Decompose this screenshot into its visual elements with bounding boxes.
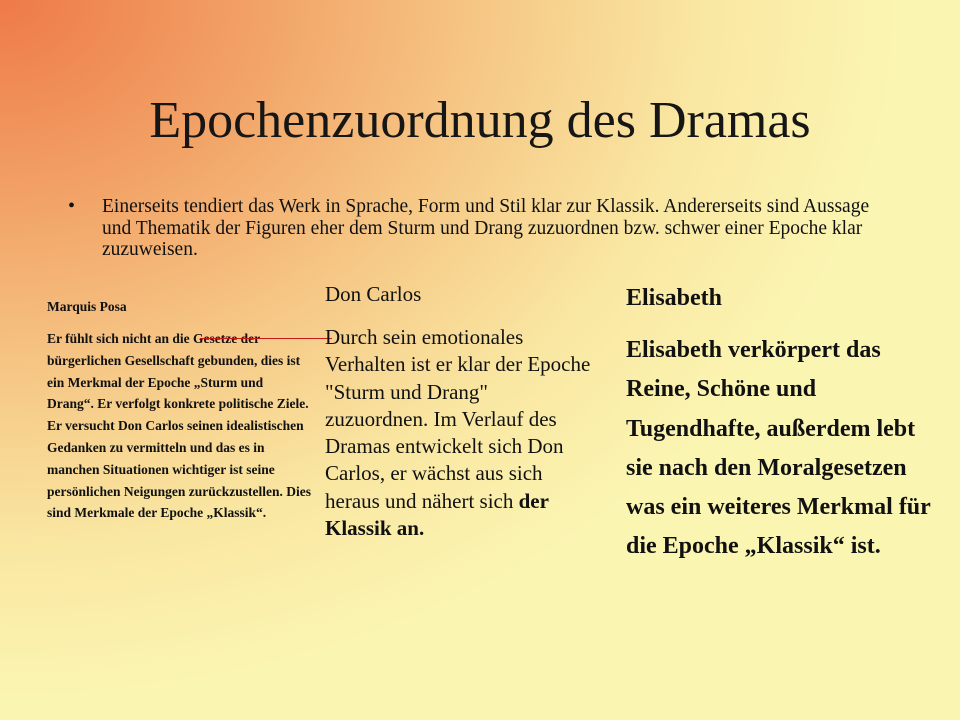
marquis-posa-text: Er fühlt sich nicht an die Gesetze der bürgerlichen Gesellschaft gebunden, dies ist ein Merkmal der Epoche „Sturm und Drang“. Er verfolgt konkrete politische Ziele. Er versucht Don Carlos seinen idealistischen Gedanken zu vermitteln und das es in manchen Situationen wichtiger ist seine persönlichen Neigungen zurückzustellen. Dies sind Merkmale der Epoche „Klassik“. [47,331,312,521]
marquis-posa-heading: Marquis Posa [47,299,127,314]
intro-text: Einerseits tendiert das Werk in Sprache, Form und Stil klar zur Klassik. Andererseits sind Aussage und Thematik der Figuren eher dem Sturm und Drang zuzuordnen bzw. schwer einer Epoche klar zuzuweisen. [102,196,870,260]
elisabeth-text: Elisabeth verkörpert das Reine, Schöne und Tugendhafte, außerdem lebt sie nach den Moralgesetzen was ein weiteres Merkmal für die Epoche „Klassik“ ist. [626,337,931,560]
don-carlos-column [325,280,595,542]
don-carlos-text: Durch sein emotionales Verhalten ist er klar der Epoche "Sturm und Drang" zuzuordnen. Im Verlauf des Dramas entwickelt sich Don Carlos, er wächst aus sich heraus und nähert sich [325,325,591,513]
red-divider-line [200,338,332,339]
don-carlos-emphasis: der Klassik an. [325,488,549,541]
intro-bullet [68,196,908,261]
elisabeth-heading: Elisabeth [626,285,723,311]
elisabeth-column [626,282,936,567]
don-carlos-paragraph [325,324,595,542]
don-carlos-heading: Don Carlos [325,282,422,306]
slide-title: Epochenzuordnung des Dramas [149,92,811,149]
marquis-posa-column [47,298,312,524]
bullet-icon: • [68,195,76,217]
